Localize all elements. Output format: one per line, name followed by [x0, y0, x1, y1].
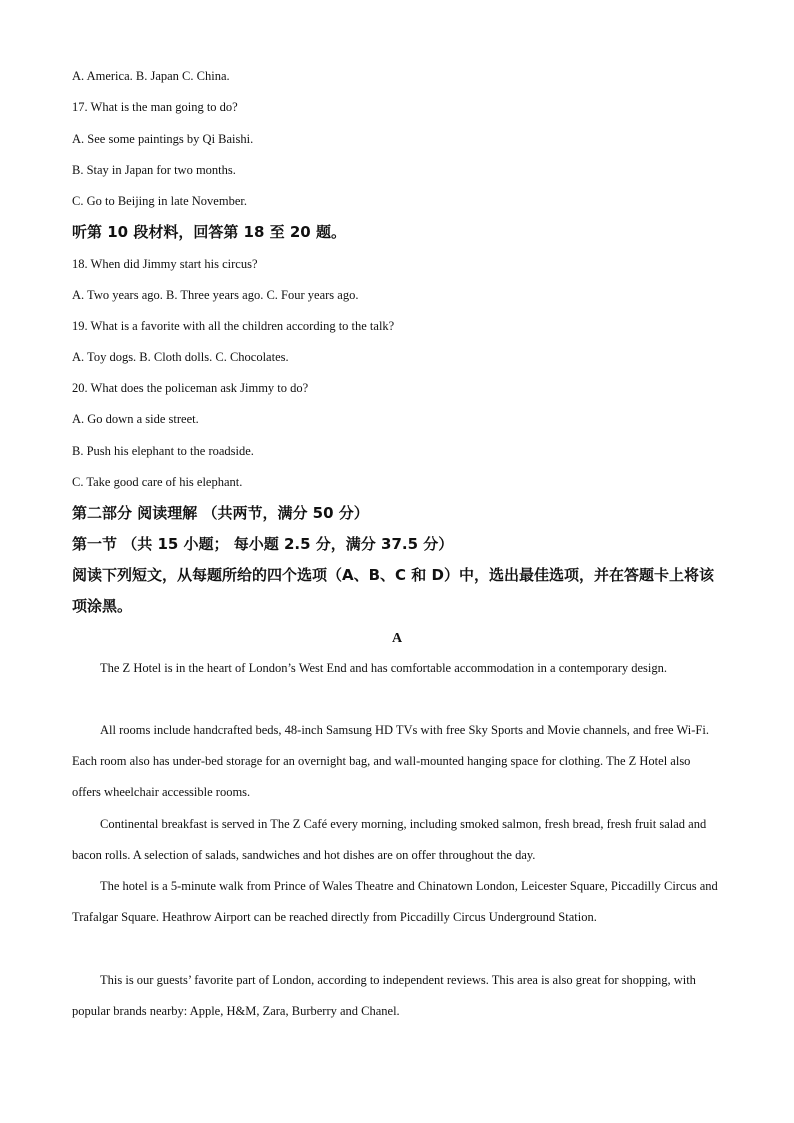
q20-option-a: A. Go down a side street. — [72, 412, 199, 426]
q18-options: A. Two years ago. B. Three years ago. C. Four years ago. — [72, 288, 359, 302]
passage-paragraph: The Z Hotel is in the heart of London’s West End and has comfortable accommodation in a contemporary design. — [100, 661, 668, 675]
q20-option-b: B. Push his elephant to the roadside. — [72, 444, 254, 458]
q17-option-b: B. Stay in Japan for two months. — [72, 163, 236, 177]
passage-paragraph: This is our guests’ favorite part of London, according to independent reviews. This area is also great for shopping, with popular brands nearby: Apple, H&M, Zara, Burberry and Chanel. — [72, 973, 696, 1019]
passage-paragraph: All rooms include handcrafted beds, 48-inch Samsung HD TVs with free Sky Sports and Movie channels, and free Wi-Fi. Each room also has under-bed storage for an overnight bag, and wall-mounted hanging space for clothing. The Z Hotel also offers wheelchair accessible rooms. — [72, 723, 709, 800]
q19-question: 19. What is a favorite with all the children according to the talk? — [72, 319, 395, 333]
reading-instructions: 阅读下列短文，从每题所给的四个选项（A、B、C 和 D）中，选出最佳选项，并在答题卡上将该项涂黑。 — [72, 566, 714, 615]
q16-options: A. America. B. Japan C. China. — [72, 69, 230, 83]
q20-question: 20. What does the policeman ask Jimmy to do? — [72, 381, 309, 395]
q17-option-c: C. Go to Beijing in late November. — [72, 194, 247, 208]
passage-label: A — [391, 631, 403, 646]
passage-paragraph: The hotel is a 5-minute walk from Prince of Wales Theatre and Chinatown London, Leicester Square, Piccadilly Circus and Trafalgar Square. Heathrow Airport can be reached directly from Piccadilly Circus Underground Station. — [72, 879, 718, 925]
q17-option-a: A. See some paintings by Qi Baishi. — [72, 132, 254, 146]
q18-question: 18. When did Jimmy start his circus? — [72, 257, 258, 271]
section-10-heading: 听第 10 段材料，回答第 18 至 20 题。 — [72, 223, 346, 241]
q20-option-c: C. Take good care of his elephant. — [72, 475, 243, 489]
passage-paragraph: Continental breakfast is served in The Z Café every morning, including smoked salmon, fresh bread, fresh fruit salad and bacon rolls. A selection of salads, sandwiches and hot dishes are on offer throughout the day. — [72, 817, 707, 863]
part-two-heading: 第二部分 阅读理解 （共两节，满分 50 分） — [72, 504, 369, 522]
q17-question: 17. What is the man going to do? — [72, 100, 238, 114]
q19-options: A. Toy dogs. B. Cloth dolls. C. Chocolates. — [72, 350, 289, 364]
section-one-heading: 第一节 （共 15 小题； 每小题 2.5 分，满分 37.5 分） — [72, 535, 454, 553]
